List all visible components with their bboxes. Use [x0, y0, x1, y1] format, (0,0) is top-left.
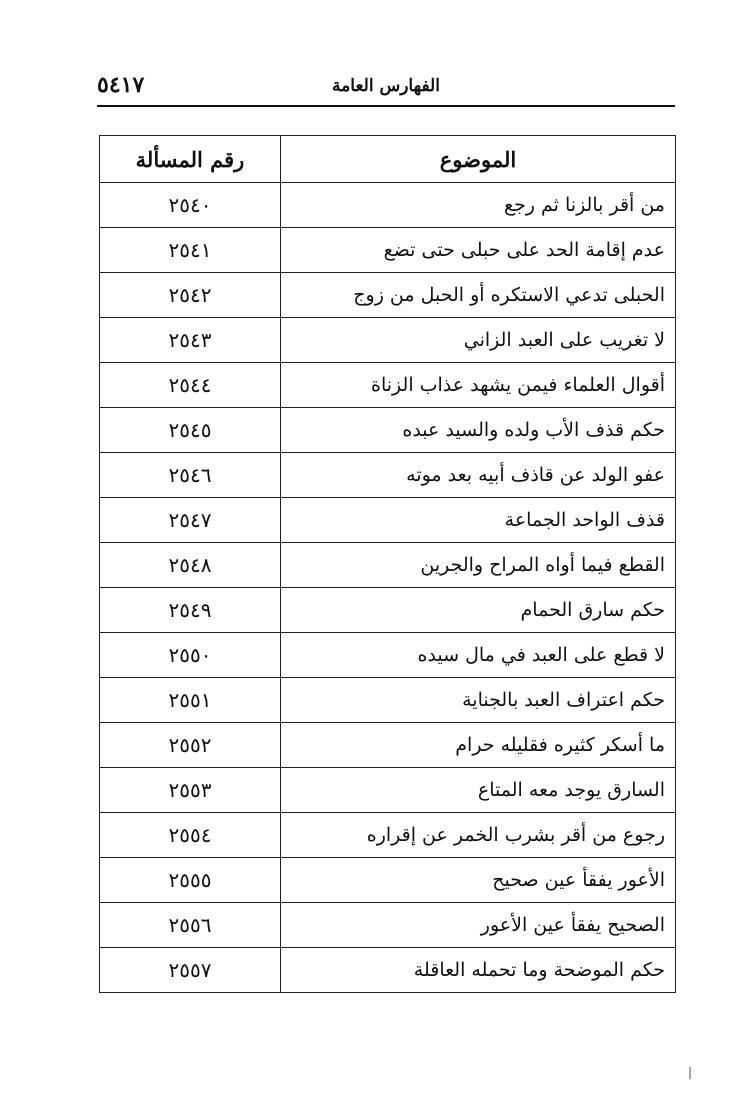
number-cell: ٢٥٤١ [100, 228, 281, 273]
topic-cell: حكم قذف الأب ولده والسيد عبده [281, 408, 676, 453]
number-cell: ٢٥٤٧ [100, 498, 281, 543]
topic-cell: الحبلى تدعي الاستكره أو الحبل من زوج [281, 273, 676, 318]
topic-cell: لا تغريب على العبد الزاني [281, 318, 676, 363]
topic-cell: السارق يوجد معه المتاع [281, 768, 676, 813]
topic-cell: القطع فيما أواه المراح والجرين [281, 543, 676, 588]
topic-cell: الصحيح يفقأ عين الأعور [281, 903, 676, 948]
number-cell: ٢٥٥٣ [100, 768, 281, 813]
table-row [100, 858, 676, 903]
header-rule [97, 105, 675, 107]
table-header [100, 136, 676, 183]
number-cell: ٢٥٤٨ [100, 543, 281, 588]
table-row [100, 228, 676, 273]
table-row [100, 273, 676, 318]
topic-cell: لا قطع على العبد في مال سيده [281, 633, 676, 678]
number-cell: ٢٥٥٥ [100, 858, 281, 903]
topic-cell: قذف الواحد الجماعة [281, 498, 676, 543]
table-header-row [100, 136, 676, 183]
column-header-number: رقم المسألة [100, 136, 281, 183]
running-title: الفهارس العامة [332, 76, 440, 96]
number-cell: ٢٥٤٠ [100, 183, 281, 228]
table-row [100, 723, 676, 768]
number-cell: ٢٥٤٢ [100, 273, 281, 318]
column-header-topic: الموضوع [281, 136, 676, 183]
number-cell: ٢٥٤٣ [100, 318, 281, 363]
number-cell: ٢٥٤٤ [100, 363, 281, 408]
page-number: ٥٤١٧ [97, 72, 145, 98]
table-row [100, 948, 676, 993]
number-cell: ٢٥٥٧ [100, 948, 281, 993]
scan-mark: | [688, 1065, 693, 1079]
topic-cell: من أقر بالزنا ثم رجع [281, 183, 676, 228]
table-body [100, 183, 676, 993]
topic-cell: رجوع من أقر بشرب الخمر عن إقراره [281, 813, 676, 858]
topic-cell: حكم اعتراف العبد بالجناية [281, 678, 676, 723]
number-cell: ٢٥٤٦ [100, 453, 281, 498]
number-cell: ٢٥٤٩ [100, 588, 281, 633]
index-table [99, 135, 676, 993]
number-cell: ٢٥٤٥ [100, 408, 281, 453]
table-row [100, 453, 676, 498]
table-row [100, 183, 676, 228]
table-row [100, 768, 676, 813]
table-row [100, 633, 676, 678]
number-cell: ٢٥٥١ [100, 678, 281, 723]
topic-cell: أقوال العلماء فيمن يشهد عذاب الزناة [281, 363, 676, 408]
topic-cell: عدم إقامة الحد على حبلى حتى تضع [281, 228, 676, 273]
topic-cell: حكم الموضحة وما تحمله العاقلة [281, 948, 676, 993]
topic-cell: عفو الولد عن قاذف أبيه بعد موته [281, 453, 676, 498]
number-cell: ٢٥٥٢ [100, 723, 281, 768]
table-row [100, 903, 676, 948]
table-row [100, 408, 676, 453]
table-row [100, 498, 676, 543]
table-row [100, 363, 676, 408]
table-row [100, 678, 676, 723]
table-row [100, 543, 676, 588]
table-row [100, 318, 676, 363]
number-cell: ٢٥٥٠ [100, 633, 281, 678]
number-cell: ٢٥٥٦ [100, 903, 281, 948]
topic-cell: الأعور يفقأ عين صحيح [281, 858, 676, 903]
page-header [97, 70, 675, 104]
topic-cell: ما أسكر كثيره فقليله حرام [281, 723, 676, 768]
table-row [100, 813, 676, 858]
number-cell: ٢٥٥٤ [100, 813, 281, 858]
topic-cell: حكم سارق الحمام [281, 588, 676, 633]
table-row [100, 588, 676, 633]
